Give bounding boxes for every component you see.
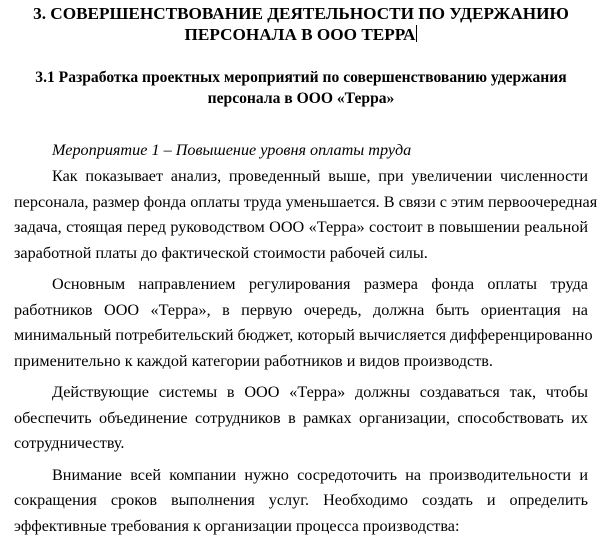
chapter-title-line-2-text: ПЕРСОНАЛА В ООО ТЕРРА [185,25,416,44]
chapter-title-line-1: 3. СОВЕРШЕНСТВОВАНИЕ ДЕЯТЕЛЬНОСТИ ПО УДЕРЖАНИЮ [14,3,588,24]
paragraph-line: обеспечить объединение сотрудников в рамках организации, способствовать их [14,406,588,432]
paragraph-line: задача, стоящая перед руководством ООО «Терра» состоит в повышении реальной [14,215,588,241]
document-page [0,3,602,527]
section-title [14,67,588,109]
paragraph-line: применительно к каждой категории работников и видов производств. [14,349,588,375]
paragraph-line: персонала, размер фонда оплаты труда уменьшается. В связи с этим первоочередная [14,190,588,216]
chapter-title [14,3,588,45]
chapter-title-line-2 [14,24,588,45]
body-paragraph-2 [14,272,588,374]
paragraph-line: Основным направлением регулирования размера фонда оплаты труда [14,272,588,298]
section-title-line-1: 3.1 Разработка проектных мероприятий по совершенствованию удержания [14,67,588,88]
paragraph-line: эффективные требования к организации процесса производства: [14,514,588,539]
paragraph-line: сотрудничеству. [14,431,588,457]
body-paragraph-4 [14,463,588,539]
body-paragraph-1 [14,164,588,266]
measure-title: Мероприятие 1 – Повышение уровня оплаты труда [14,138,588,163]
paragraph-line: Как показывает анализ, проведенный выше, при увеличении численности [14,164,588,190]
paragraph-line: работников ООО «Терра», в первую очередь, должна быть ориентация на [14,298,588,324]
body-paragraph-3 [14,380,588,457]
text-cursor [416,25,417,42]
section-title-line-2: персонала в ООО «Терра» [14,88,588,109]
paragraph-line: сокращения сроков выполнения услуг. Необходимо создать и определить [14,488,588,514]
paragraph-line: Внимание всей компании нужно сосредоточить на производительности и [14,463,588,489]
paragraph-line: минимальный потребительский бюджет, который вычисляется дифференцированно [14,323,588,349]
paragraph-line: заработной платы до фактической стоимости рабочей силы. [14,241,588,267]
paragraph-line: Действующие системы в ООО «Терра» должны создаваться так, чтобы [14,380,588,406]
